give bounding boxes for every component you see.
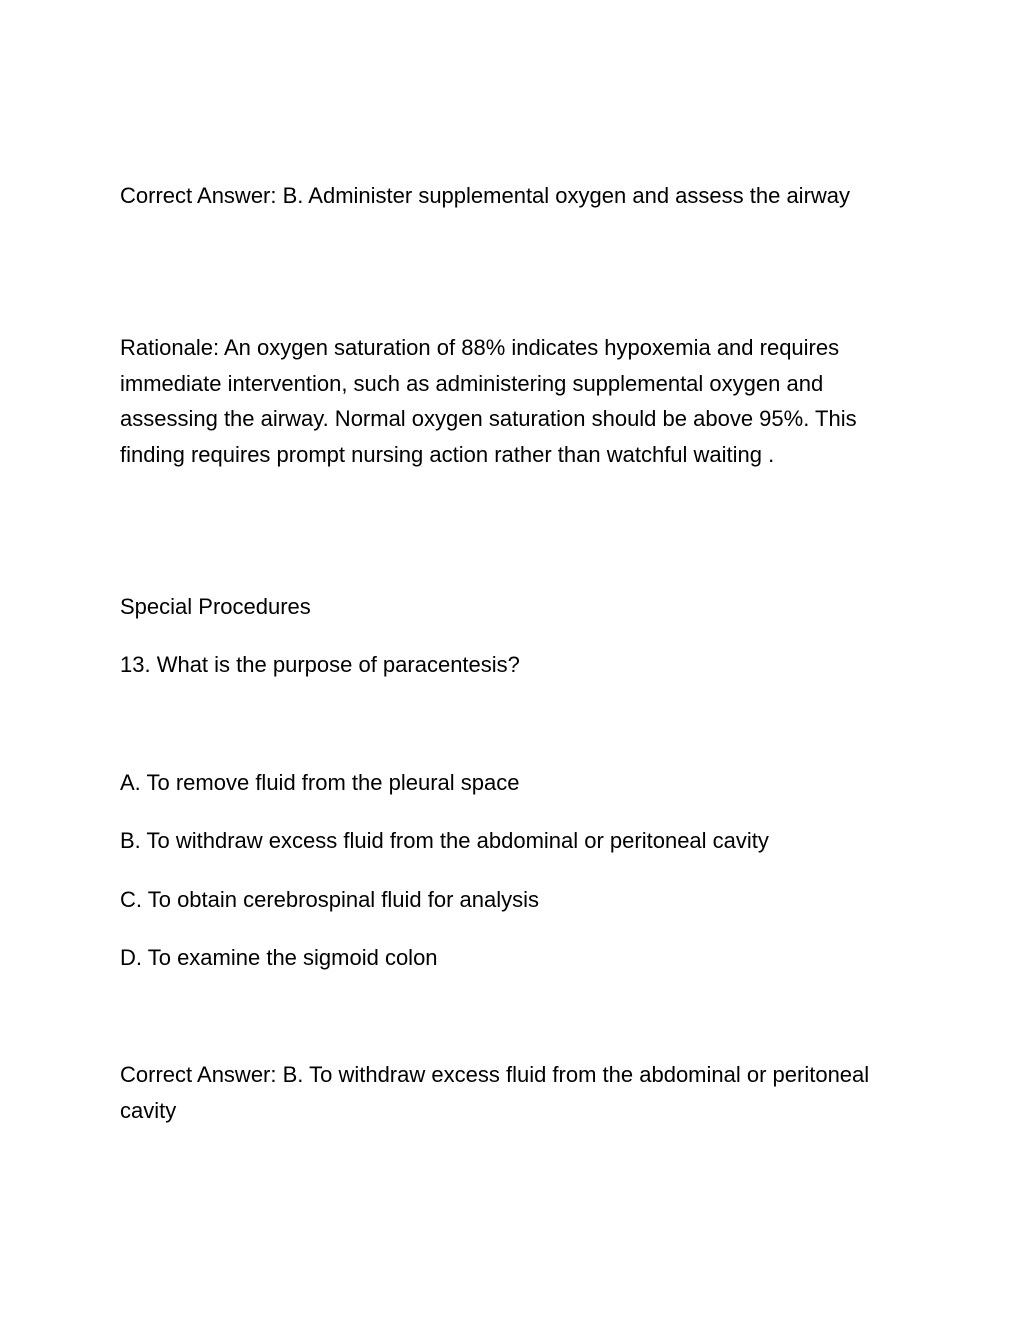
previous-rationale: Rationale: An oxygen saturation of 88% indicates hypoxemia and requires immediate intervention, such as administering supplemental oxygen and assessing the airway. Normal oxygen saturation should be above 95%. This finding requires prompt nursing action rather than watchful waiting . — [120, 335, 857, 467]
option-d: D. To examine the sigmoid colon — [120, 945, 438, 970]
previous-correct-answer: Correct Answer: B. Administer supplemental oxygen and assess the airway — [120, 183, 851, 208]
option-a: A. To remove fluid from the pleural space — [120, 770, 520, 795]
correct-answer: Correct Answer: B. To withdraw excess fluid from the abdominal or peritoneal cavity — [120, 1062, 870, 1123]
section-title: Special Procedures — [120, 594, 311, 619]
option-b: B. To withdraw excess fluid from the abdominal or peritoneal cavity — [120, 828, 769, 853]
option-c: C. To obtain cerebrospinal fluid for analysis — [120, 887, 540, 912]
question-13: 13. What is the purpose of paracentesis? — [120, 652, 520, 677]
